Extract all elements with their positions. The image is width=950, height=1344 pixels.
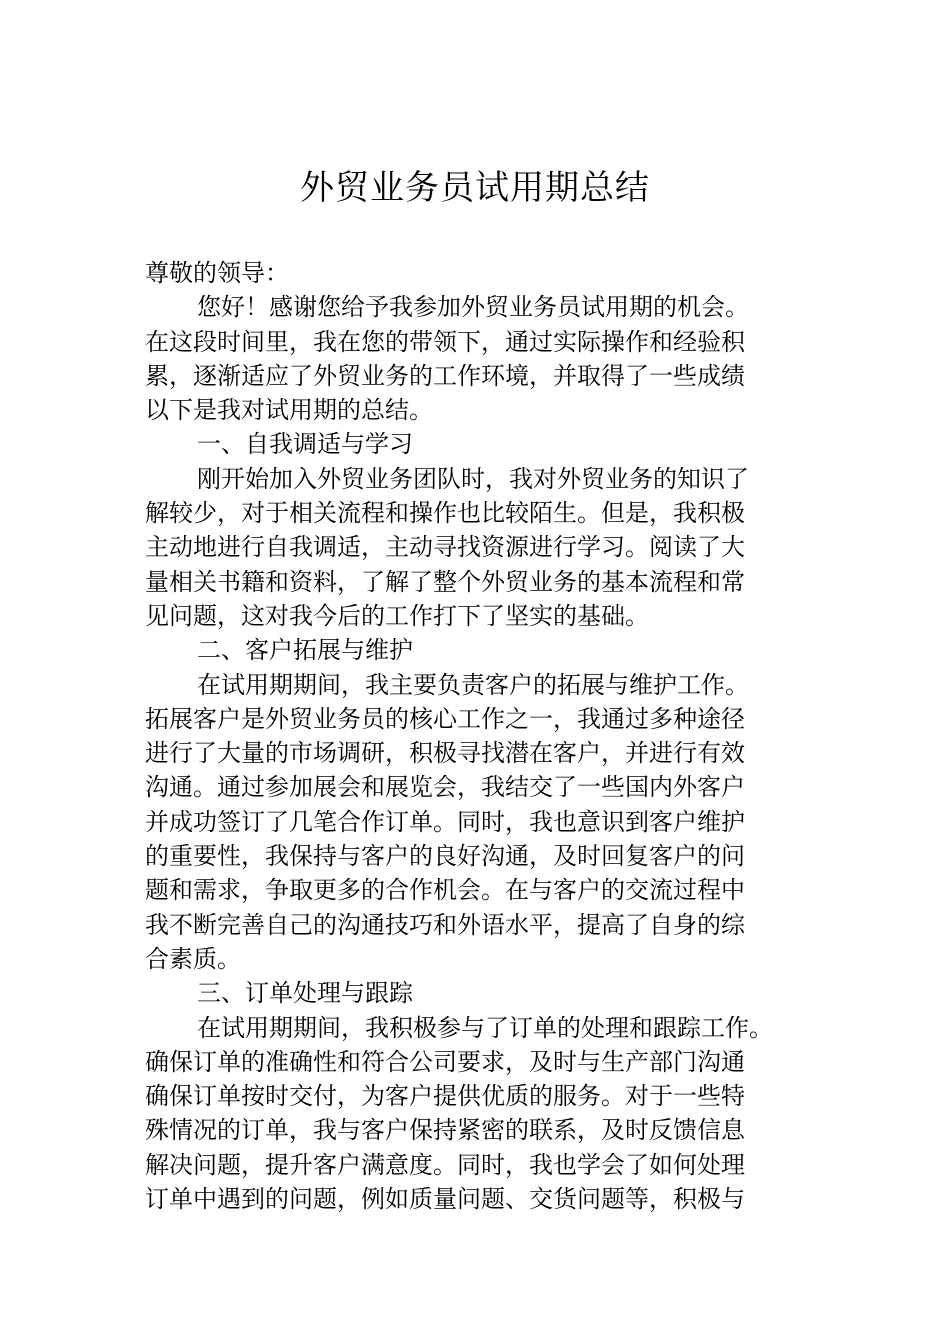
text-line: 的重要性，我保持与客户的良好沟通，及时回复客户的问 [145,842,745,871]
text-line: 累，逐渐适应了外贸业务的工作环境，并取得了一些成绩 [145,361,745,390]
text-line: 您好！感谢您给予我参加外贸业务员试用期的机会。 [197,293,749,322]
text-line: 进行了大量的市场调研，积极寻找潜在客户，并进行有效 [145,739,745,768]
text-line: 三、订单处理与跟踪 [197,979,413,1008]
document-body [145,256,815,1216]
text-line: 尊敬的领导： [145,259,289,287]
text-line: 我不断完善自己的沟通技巧和外语水平，提高了自身的综 [145,910,745,939]
document-title: 外贸业务员试用期总结 [300,168,650,208]
text-line: 殊情况的订单，我与客户保持紧密的联系，及时反馈信息 [145,1116,745,1145]
text-line: 题和需求，争取更多的合作机会。在与客户的交流过程中 [145,876,745,905]
text-line: 合素质。 [145,944,241,973]
text-line: 以下是我对试用期的总结。 [145,396,433,425]
text-line: 在试用期期间，我主要负责客户的拓展与维护工作。 [197,670,749,699]
text-line: 在这段时间里，我在您的带领下，通过实际操作和经验积 [145,327,745,356]
text-line: 沟通。通过参加展会和展览会，我结交了一些国内外客户 [145,773,745,802]
text-line: 拓展客户是外贸业务员的核心工作之一，我通过多种途径 [145,704,745,733]
text-line: 确保订单按时交付，为客户提供优质的服务。对于一些特 [145,1082,745,1111]
text-line: 并成功签订了几笔合作订单。同时，我也意识到客户维护 [145,807,745,836]
text-line: 订单中遇到的问题，例如质量问题、交货问题等，积极与 [145,1185,745,1214]
text-line: 见问题，这对我今后的工作打下了坚实的基础。 [145,601,649,630]
text-line: 在试用期期间，我积极参与了订单的处理和跟踪工作。 [197,1013,773,1042]
text-line: 主动地进行自我调适，主动寻找资源进行学习。阅读了大 [145,533,745,562]
text-line: 解较少，对于相关流程和操作也比较陌生。但是，我积极 [145,499,745,528]
text-line: 量相关书籍和资料，了解了整个外贸业务的基本流程和常 [145,567,745,596]
text-line: 解决问题，提升客户满意度。同时，我也学会了如何处理 [145,1150,745,1179]
text-line: 刚开始加入外贸业务团队时，我对外贸业务的知识了 [197,464,749,493]
text-line: 确保订单的准确性和符合公司要求，及时与生产部门沟通 [145,1047,745,1076]
text-line: 一、自我调适与学习 [197,430,413,459]
text-line: 二、客户拓展与维护 [197,636,413,665]
